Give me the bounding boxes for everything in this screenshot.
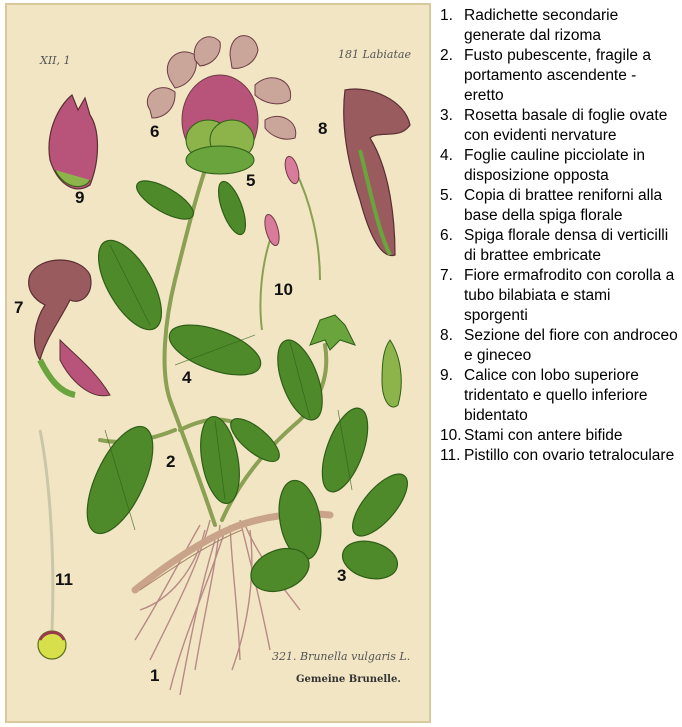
legend-num: 10. — [440, 427, 462, 444]
legend-text: Spiga florale densa di verticilli di brattee embricate — [464, 227, 669, 264]
legend-num: 5. — [440, 187, 453, 204]
legend-text: Radichette secondarie generate dal rizoma — [464, 7, 619, 44]
legend-item-1 — [440, 6, 678, 46]
callout-6: 6 — [150, 122, 160, 141]
legend-text: Rosetta basale di foglie ovate con evidenti nervature — [464, 107, 668, 144]
legend-num: 2. — [440, 47, 453, 64]
callout-1: 1 — [150, 666, 160, 685]
callout-8: 8 — [318, 119, 328, 138]
legend-item-7 — [440, 266, 678, 326]
legend-item-6 — [440, 226, 678, 266]
callout-3: 3 — [337, 566, 347, 585]
legend-item-9 — [440, 366, 678, 426]
plate-signature-script: 321. Brunella vulgaris L. — [272, 650, 411, 663]
legend-text: Sezione del fiore con androceo e gineceo — [464, 327, 678, 364]
callout-2: 2 — [166, 452, 176, 471]
legend-num: 9. — [440, 367, 453, 384]
callout-9: 9 — [75, 188, 85, 207]
legend-text: Stami con antere bifide — [464, 427, 623, 444]
legend-text: Pistillo con ovario tetraloculare — [464, 447, 675, 464]
plate-corner-left: XII, 1 — [40, 54, 71, 67]
plate-corner-right: 181 Labiatae — [338, 48, 411, 61]
legend-item-3 — [440, 106, 678, 146]
plate-signature-name: Gemeine Brunelle. — [296, 674, 401, 685]
legend-text: Copia di brattee reniforni alla base della spiga florale — [464, 187, 663, 224]
legend-text: Calice con lobo superiore tridentato e quello inferiore bidentato — [464, 367, 648, 424]
legend-num: 8. — [440, 327, 453, 344]
legend-item-11 — [440, 446, 678, 466]
callout-4: 4 — [182, 368, 192, 387]
legend-num: 7. — [440, 267, 453, 284]
legend-item-10 — [440, 426, 678, 446]
legend-text: Fusto pubescente, fragile a portamento ascendente - eretto — [464, 47, 651, 104]
legend-item-4 — [440, 146, 678, 186]
legend-num: 3. — [440, 107, 453, 124]
callout-7: 7 — [14, 298, 24, 317]
legend-text: Foglie cauline picciolate in disposizione opposta — [464, 147, 645, 184]
legend-item-2 — [440, 46, 678, 106]
legend-item-5 — [440, 186, 678, 226]
legend-num: 4. — [440, 147, 453, 164]
legend-num: 11. — [440, 447, 461, 464]
legend-item-8 — [440, 326, 678, 366]
legend-list — [440, 6, 678, 466]
legend-num: 6. — [440, 227, 453, 244]
legend-num: 1. — [440, 7, 453, 24]
callout-11: 11 — [55, 570, 73, 589]
legend-text: Fiore ermafrodito con corolla a tubo bilabiata e stami sporgenti — [464, 267, 675, 324]
callout-5: 5 — [246, 171, 256, 190]
callout-10: 10 — [274, 280, 293, 299]
